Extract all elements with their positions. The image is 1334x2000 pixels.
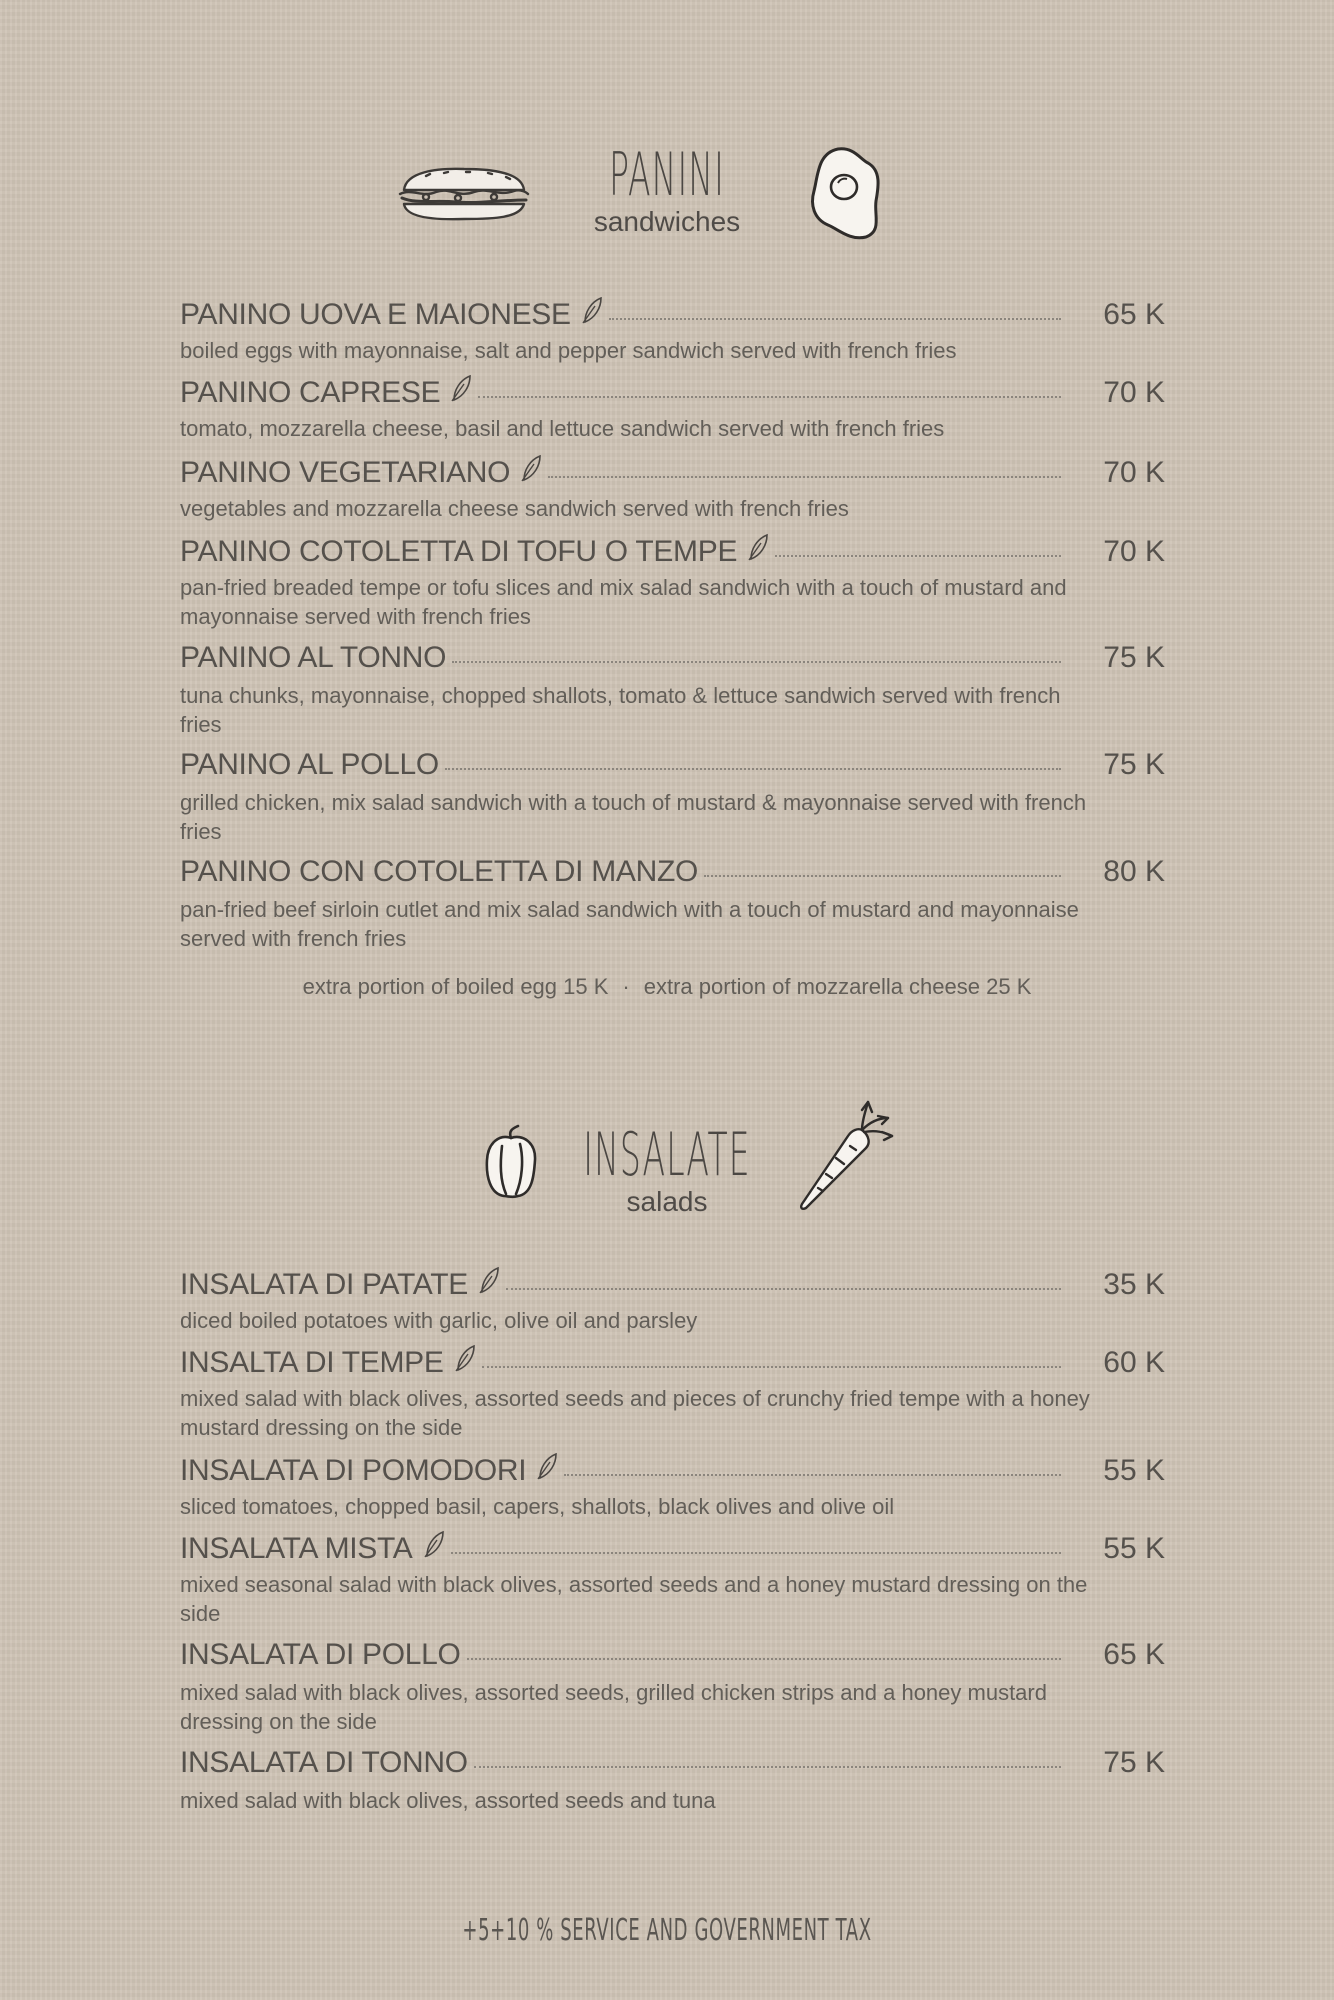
tax-note-text: +5+10 % SERVICE AND GOVERNMENT TAX [462,1913,872,1948]
insalate-subtitle: salads [626,1186,708,1217]
menu-item [180,1344,1165,1442]
panini-header [0,140,1334,238]
menu-item-row [180,533,1165,573]
leaf-icon [423,1530,445,1558]
menu-item-description: mixed salad with black olives, assorted seeds, grilled chicken strips and a honey mustard dressing on the side [180,1680,1047,1734]
menu-item-row [180,641,1165,681]
menu-item-row [180,296,1165,336]
menu-item-row [180,748,1165,788]
dot-leader [478,394,1061,398]
leaf-icon [747,533,769,561]
leaf-icon [520,454,542,482]
leaf-icon [454,1344,476,1372]
menu-item-row [180,1452,1165,1492]
extras-separator: · [622,974,630,999]
leaf-icon [581,296,603,324]
menu-item-description: pan-fried beef sirloin cutlet and mix salad sandwich with a touch of mustard and mayonnaise served with french fries [180,897,1079,951]
menu-item-name: PANINO UOVA E MAIONESE [180,298,571,331]
panini-title: PANINI [609,140,725,210]
menu-item-description: tuna chunks, mayonnaise, chopped shallots, tomato & lettuce sandwich served with french fries [180,683,1061,737]
menu-item-row [180,1266,1165,1306]
menu-item [180,454,1165,523]
carrot-icon [796,1100,894,1212]
dot-leader [445,766,1061,770]
menu-item-price: 55 K [1103,1532,1165,1565]
menu-item-description: vegetables and mozzarella cheese sandwich served with french fries [180,496,849,521]
menu-item-price: 65 K [1103,298,1165,331]
menu-item-name: INSALATA MISTA [180,1532,413,1565]
menu-item-description: mixed salad with black olives, assorted seeds and tuna [180,1788,716,1813]
menu-item-price: 70 K [1103,535,1165,568]
menu-item-name: INSALATA DI PATATE [180,1268,468,1301]
menu-item-name: PANINO CON COTOLETTA DI MANZO [180,855,699,888]
menu-item-price: 65 K [1103,1638,1165,1671]
menu-item [180,855,1165,953]
menu-item [180,1638,1165,1736]
menu-item-name: PANINO CAPRESE [180,376,441,409]
panini-subtitle: sandwiches [593,206,741,237]
menu-item-row [180,1344,1165,1384]
menu-item-price: 70 K [1103,376,1165,409]
bell-pepper-icon [482,1124,540,1200]
menu-item-name: PANINO VEGETARIANO [180,456,511,489]
menu-item-name: INSALTA DI TEMPE [180,1346,444,1379]
menu-item-row [180,454,1165,494]
menu-item [180,374,1165,443]
menu-item [180,296,1165,365]
dot-leader [506,1286,1061,1290]
dot-leader [704,873,1061,877]
menu-item-row [180,1530,1165,1570]
menu-item-row [180,1746,1165,1786]
extra-egg: extra portion of boiled egg 15 K [302,974,609,999]
menu-item-row [180,855,1165,895]
tax-note [0,1913,1334,1948]
menu-item-name: PANINO AL POLLO [180,748,439,781]
menu-item-name: INSALATA DI TONNO [180,1746,468,1779]
dot-leader [452,659,1061,663]
dot-leader [775,553,1061,557]
menu-item [180,641,1165,739]
menu-item [180,533,1165,631]
menu-item-name: INSALATA DI POLLO [180,1638,461,1671]
dot-leader [564,1472,1061,1476]
menu-item-price: 60 K [1103,1346,1165,1379]
panini-extras [0,974,1334,1000]
menu-item [180,1266,1165,1335]
menu-item [180,1746,1165,1815]
menu-item-price: 75 K [1103,641,1165,674]
dot-leader [474,1764,1061,1768]
menu-item-description: grilled chicken, mix salad sandwich with a touch of mustard & mayonnaise served with french fries [180,790,1087,844]
fried-egg-icon [808,145,884,241]
menu-item [180,1530,1165,1628]
menu-item-row [180,1638,1165,1678]
menu-item-name: PANINO COTOLETTA DI TOFU O TEMPE [180,535,738,568]
leaf-icon [478,1266,500,1294]
dot-leader [609,316,1061,320]
insalate-title: INSALATE [583,1120,751,1190]
menu-item-description: boiled eggs with mayonnaise, salt and pepper sandwich served with french fries [180,338,957,363]
menu-item-description: mixed seasonal salad with black olives, assorted seeds and a honey mustard dressing on the side [180,1572,1088,1626]
menu-item-name: INSALATA DI POMODORI [180,1454,527,1487]
menu-item-description: sliced tomatoes, chopped basil, capers, shallots, black olives and olive oil [180,1494,895,1519]
dot-leader [482,1364,1061,1368]
menu-item [180,1452,1165,1521]
menu-item-price: 75 K [1103,748,1165,781]
menu-item-price: 80 K [1103,855,1165,888]
extra-cheese: extra portion of mozzarella cheese 25 K [643,974,1032,999]
menu-item [180,748,1165,846]
menu-item-row [180,374,1165,414]
menu-item-description: mixed salad with black olives, assorted seeds and pieces of crunchy fried tempe with a honey mustard dressing on the side [180,1386,1090,1440]
menu-item-price: 55 K [1103,1454,1165,1487]
dot-leader [451,1550,1061,1554]
dot-leader [467,1656,1061,1660]
insalate-header [0,1120,1334,1218]
menu-item-price: 35 K [1103,1268,1165,1301]
sandwich-icon [396,164,532,224]
menu-item-description: tomato, mozzarella cheese, basil and lettuce sandwich served with french fries [180,416,945,441]
dot-leader [548,474,1061,478]
menu-item-price: 75 K [1103,1746,1165,1779]
leaf-icon [450,374,472,402]
menu-item-price: 70 K [1103,456,1165,489]
menu-item-name: PANINO AL TONNO [180,641,447,674]
leaf-icon [536,1452,558,1480]
menu-item-description: diced boiled potatoes with garlic, olive oil and parsley [180,1308,698,1333]
menu-item-description: pan-fried breaded tempe or tofu slices and mix salad sandwich with a touch of mustard and mayonnaise served with french fries [180,575,1067,629]
